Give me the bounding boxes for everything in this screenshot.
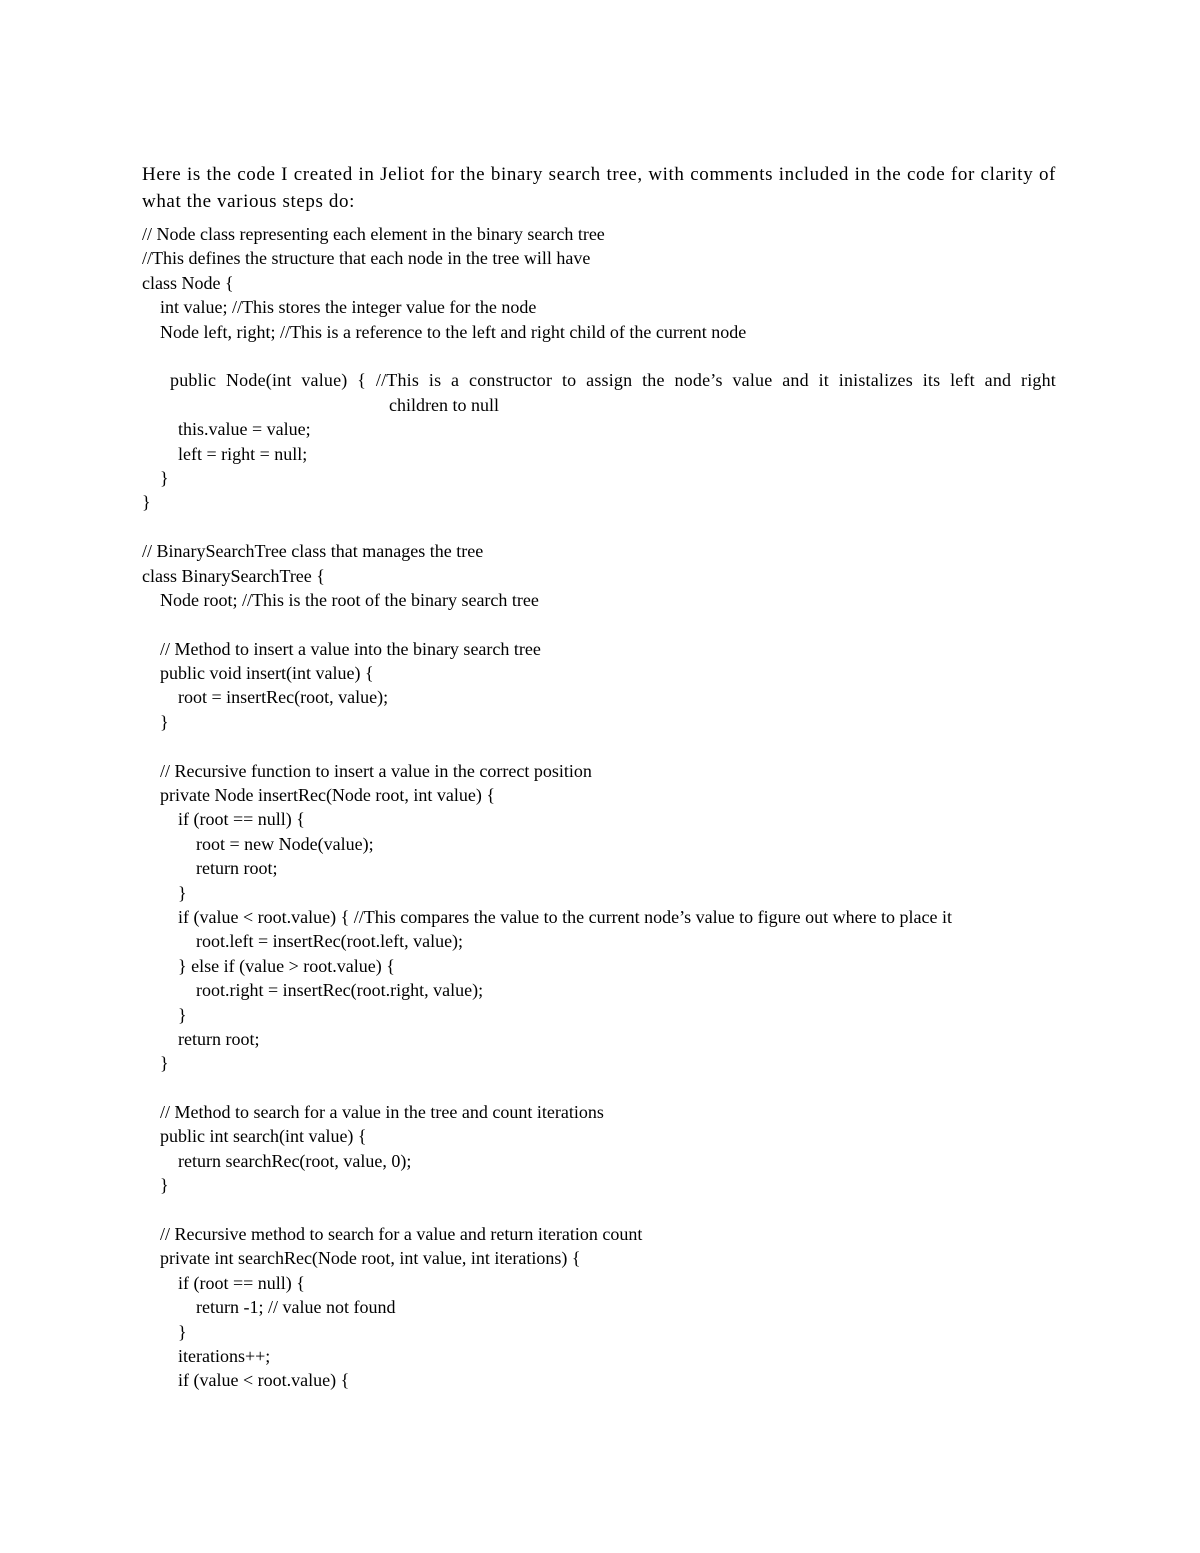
code-line: if (root == null) { <box>142 809 305 830</box>
code-line: if (value < root.value) { <box>142 1370 350 1391</box>
code-line: iterations++; <box>142 1346 271 1366</box>
code-line: } <box>142 711 169 732</box>
code-line: // BinarySearchTree class that manages the tree <box>142 541 484 562</box>
code-line: if (root == null) { <box>142 1272 305 1293</box>
code-line: // Method to search for a value in the tree and count iterations <box>142 1102 604 1123</box>
code-line: this.value = value; <box>142 419 311 440</box>
code-line: } <box>142 467 169 488</box>
code-line: return root; <box>142 1028 260 1049</box>
code-line: public void insert(int value) { <box>142 663 374 684</box>
code-line: public int search(int value) { <box>142 1126 367 1147</box>
intro-paragraph: Here is the code I created in Jeliot for the binary search tree, with comments included in the code for clarity of what the various steps do: <box>142 164 1056 212</box>
code-line: root.right = insertRec(root.right, value); <box>142 980 484 1001</box>
code-line: return searchRec(root, value, 0); <box>142 1150 412 1171</box>
code-line: // Node class representing each element in the binary search tree <box>142 224 605 244</box>
code-blank-line <box>142 1198 1072 1222</box>
code-line-constructor <box>142 368 1056 417</box>
code-blank-line <box>142 612 1072 636</box>
code-line: class BinarySearchTree { <box>142 565 325 586</box>
code-line: class Node { <box>142 272 234 293</box>
code-line: } <box>142 492 151 513</box>
code-line: // Recursive method to search for a value and return iteration count <box>142 1224 643 1245</box>
code-line: } <box>142 1004 187 1025</box>
code-blank-line <box>142 734 1072 758</box>
code-line: if (value < root.value) { //This compares the value to the current node’s value to figure out where to place it <box>142 906 953 927</box>
code-listing <box>142 222 1072 1393</box>
code-line: return root; <box>142 858 278 879</box>
code-line: Node left, right; //This is a reference to the left and right child of the current node <box>142 321 747 342</box>
code-line-constructor-second: children to null <box>389 394 499 415</box>
code-line: // Recursive function to insert a value in the correct position <box>142 760 592 781</box>
code-blank-line <box>142 515 1072 539</box>
code-line: Node root; //This is the root of the binary search tree <box>142 589 539 610</box>
code-line: left = right = null; <box>142 443 308 464</box>
code-line: return -1; // value not found <box>142 1297 396 1318</box>
code-line: } <box>142 1053 169 1074</box>
code-line: } <box>142 1175 169 1196</box>
code-line: root = new Node(value); <box>142 833 374 854</box>
code-line: root.left = insertRec(root.left, value); <box>142 931 464 952</box>
code-blank-line <box>142 1076 1072 1100</box>
code-line: } <box>142 1321 187 1342</box>
code-line: private int searchRec(Node root, int value, int iterations) { <box>142 1248 581 1269</box>
code-line: //This defines the structure that each node in the tree will have <box>142 248 591 269</box>
code-line-constructor-first: public Node(int value) { //This is a constructor to assign the node’s value and it inistalizes its left and right <box>170 370 1056 391</box>
code-line: } <box>142 882 187 903</box>
code-line: } else if (value > root.value) { <box>142 955 395 976</box>
code-line: private Node insertRec(Node root, int value) { <box>142 785 496 806</box>
code-line: int value; //This stores the integer value for the node <box>142 297 537 318</box>
code-line: // Method to insert a value into the binary search tree <box>142 638 541 659</box>
code-blank-line <box>142 344 1072 368</box>
code-line: root = insertRec(root, value); <box>142 687 389 708</box>
